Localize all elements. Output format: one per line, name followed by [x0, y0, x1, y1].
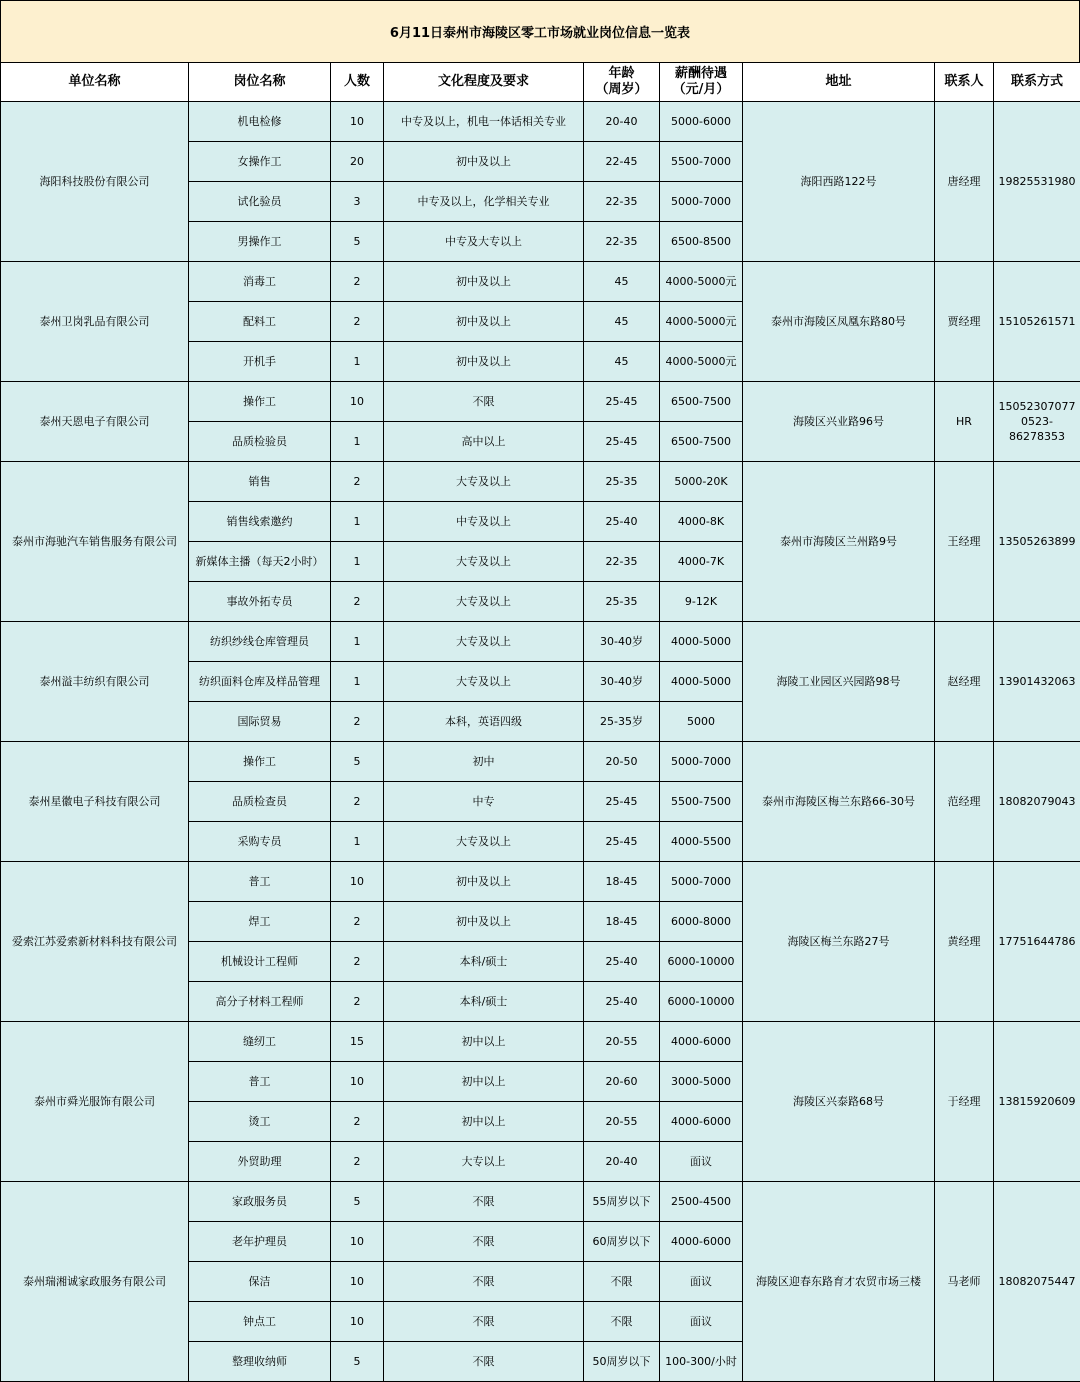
phone-cell: 19825531980	[994, 102, 1080, 262]
age-cell: 25-45	[584, 822, 660, 862]
contact-cell: 唐经理	[935, 102, 994, 262]
company-name-cell: 泰州瑞湘诚家政服务有限公司	[1, 1182, 189, 1382]
position-cell: 普工	[189, 1062, 331, 1102]
salary-cell: 4000-5500	[660, 822, 743, 862]
education-cell: 初中	[384, 742, 584, 782]
header-contact: 联系人	[935, 63, 994, 102]
position-cell: 焊工	[189, 902, 331, 942]
contact-cell: 于经理	[935, 1022, 994, 1182]
age-cell: 20-50	[584, 742, 660, 782]
address-cell: 泰州市海陵区梅兰东路66-30号	[743, 742, 935, 862]
company-name-cell: 爱索江苏爱索新材料科技有限公司	[1, 862, 189, 1022]
age-cell: 55周岁以下	[584, 1182, 660, 1222]
position-cell: 纺织纱线仓库管理员	[189, 622, 331, 662]
count-cell: 10	[331, 1302, 384, 1342]
table-row	[1, 382, 1080, 422]
salary-cell: 4000-8K	[660, 502, 743, 542]
education-cell: 大专及以上	[384, 462, 584, 502]
position-cell: 纺织面料仓库及样品管理	[189, 662, 331, 702]
address-cell: 海阳西路122号	[743, 102, 935, 262]
age-cell: 25-40	[584, 502, 660, 542]
position-cell: 国际贸易	[189, 702, 331, 742]
count-cell: 5	[331, 1342, 384, 1382]
education-cell: 中专及以上	[384, 502, 584, 542]
count-cell: 3	[331, 182, 384, 222]
age-cell: 25-35岁	[584, 702, 660, 742]
education-cell: 初中及以上	[384, 302, 584, 342]
count-cell: 1	[331, 662, 384, 702]
position-cell: 销售	[189, 462, 331, 502]
education-cell: 不限	[384, 1222, 584, 1262]
salary-cell: 5000	[660, 702, 743, 742]
header-age: 年龄 （周岁）	[584, 63, 660, 102]
header-company: 单位名称	[1, 63, 189, 102]
salary-cell: 9-12K	[660, 582, 743, 622]
salary-cell: 6500-7500	[660, 382, 743, 422]
salary-cell: 面议	[660, 1262, 743, 1302]
salary-cell: 4000-5000	[660, 662, 743, 702]
position-cell: 机电检修	[189, 102, 331, 142]
count-cell: 2	[331, 1142, 384, 1182]
position-cell: 家政服务员	[189, 1182, 331, 1222]
count-cell: 10	[331, 102, 384, 142]
count-cell: 1	[331, 342, 384, 382]
salary-cell: 6000-8000	[660, 902, 743, 942]
company-name-cell: 泰州市舜光服饰有限公司	[1, 1022, 189, 1182]
position-cell: 烫工	[189, 1102, 331, 1142]
company-name-cell: 泰州卫岗乳品有限公司	[1, 262, 189, 382]
education-cell: 本科/硕士	[384, 982, 584, 1022]
job-table	[0, 62, 1080, 1382]
age-cell: 20-40	[584, 1142, 660, 1182]
age-cell: 25-35	[584, 462, 660, 502]
header-education: 文化程度及要求	[384, 63, 584, 102]
salary-cell: 4000-5000	[660, 622, 743, 662]
salary-cell: 2500-4500	[660, 1182, 743, 1222]
header-salary: 薪酬待遇 （元/月）	[660, 63, 743, 102]
education-cell: 不限	[384, 1182, 584, 1222]
education-cell: 本科/硕士	[384, 942, 584, 982]
header-position: 岗位名称	[189, 63, 331, 102]
salary-cell: 5000-7000	[660, 182, 743, 222]
position-cell: 老年护理员	[189, 1222, 331, 1262]
age-cell: 18-45	[584, 902, 660, 942]
count-cell: 2	[331, 462, 384, 502]
count-cell: 2	[331, 782, 384, 822]
position-cell: 保洁	[189, 1262, 331, 1302]
education-cell: 大专及以上	[384, 542, 584, 582]
contact-cell: 赵经理	[935, 622, 994, 742]
education-cell: 初中以上	[384, 1062, 584, 1102]
company-name-cell: 海阳科技股份有限公司	[1, 102, 189, 262]
position-cell: 操作工	[189, 742, 331, 782]
table-row	[1, 862, 1080, 902]
header-address: 地址	[743, 63, 935, 102]
salary-cell: 4000-5000元	[660, 262, 743, 302]
phone-cell: 13505263899	[994, 462, 1080, 622]
salary-cell: 3000-5000	[660, 1062, 743, 1102]
count-cell: 15	[331, 1022, 384, 1062]
education-cell: 大专及以上	[384, 662, 584, 702]
position-cell: 事故外拓专员	[189, 582, 331, 622]
age-cell: 22-45	[584, 142, 660, 182]
age-cell: 45	[584, 262, 660, 302]
contact-cell: 黄经理	[935, 862, 994, 1022]
address-cell: 海陵区兴业路96号	[743, 382, 935, 462]
address-cell: 海陵工业园区兴园路98号	[743, 622, 935, 742]
salary-cell: 4000-6000	[660, 1222, 743, 1262]
address-cell: 泰州市海陵区凤凰东路80号	[743, 262, 935, 382]
count-cell: 2	[331, 702, 384, 742]
count-cell: 20	[331, 142, 384, 182]
company-name-cell: 泰州市海驰汽车销售服务有限公司	[1, 462, 189, 622]
company-name-cell: 泰州天恩电子有限公司	[1, 382, 189, 462]
position-cell: 钟点工	[189, 1302, 331, 1342]
education-cell: 初中以上	[384, 1102, 584, 1142]
education-cell: 不限	[384, 382, 584, 422]
age-cell: 25-35	[584, 582, 660, 622]
education-cell: 高中以上	[384, 422, 584, 462]
address-cell: 海陵区兴泰路68号	[743, 1022, 935, 1182]
salary-cell: 面议	[660, 1142, 743, 1182]
phone-cell: 13901432063	[994, 622, 1080, 742]
header-phone: 联系方式	[994, 63, 1080, 102]
count-cell: 2	[331, 582, 384, 622]
position-cell: 机械设计工程师	[189, 942, 331, 982]
phone-cell: 15105261571	[994, 262, 1080, 382]
salary-cell: 5000-20K	[660, 462, 743, 502]
salary-cell: 4000-7K	[660, 542, 743, 582]
salary-cell: 6500-7500	[660, 422, 743, 462]
count-cell: 1	[331, 822, 384, 862]
education-cell: 中专	[384, 782, 584, 822]
salary-cell: 6000-10000	[660, 942, 743, 982]
education-cell: 不限	[384, 1302, 584, 1342]
position-cell: 消毒工	[189, 262, 331, 302]
salary-cell: 5500-7500	[660, 782, 743, 822]
count-cell: 1	[331, 422, 384, 462]
age-cell: 50周岁以下	[584, 1342, 660, 1382]
phone-cell: 18082079043	[994, 742, 1080, 862]
position-cell: 高分子材料工程师	[189, 982, 331, 1022]
count-cell: 5	[331, 222, 384, 262]
education-cell: 大专以上	[384, 1142, 584, 1182]
education-cell: 本科，英语四级	[384, 702, 584, 742]
education-cell: 中专及以上，化学相关专业	[384, 182, 584, 222]
age-cell: 20-60	[584, 1062, 660, 1102]
position-cell: 新媒体主播（每天2小时）	[189, 542, 331, 582]
position-cell: 缝纫工	[189, 1022, 331, 1062]
age-cell: 22-35	[584, 182, 660, 222]
age-cell: 25-45	[584, 382, 660, 422]
education-cell: 大专及以上	[384, 622, 584, 662]
age-cell: 22-35	[584, 222, 660, 262]
table-row	[1, 102, 1080, 142]
count-cell: 2	[331, 1102, 384, 1142]
table-row	[1, 1022, 1080, 1062]
salary-cell: 4000-6000	[660, 1102, 743, 1142]
position-cell: 女操作工	[189, 142, 331, 182]
age-cell: 30-40岁	[584, 662, 660, 702]
table-row	[1, 622, 1080, 662]
phone-cell: 13815920609	[994, 1022, 1080, 1182]
education-cell: 初中及以上	[384, 862, 584, 902]
age-cell: 22-35	[584, 542, 660, 582]
position-cell: 男操作工	[189, 222, 331, 262]
table-row	[1, 1182, 1080, 1222]
salary-cell: 5000-7000	[660, 742, 743, 782]
position-cell: 采购专员	[189, 822, 331, 862]
position-cell: 试化验员	[189, 182, 331, 222]
age-cell: 不限	[584, 1262, 660, 1302]
address-cell: 泰州市海陵区兰州路9号	[743, 462, 935, 622]
table-row	[1, 742, 1080, 782]
position-cell: 品质检查员	[189, 782, 331, 822]
salary-cell: 4000-6000	[660, 1022, 743, 1062]
salary-cell: 4000-5000元	[660, 342, 743, 382]
count-cell: 2	[331, 902, 384, 942]
education-cell: 初中以上	[384, 1022, 584, 1062]
count-cell: 5	[331, 742, 384, 782]
contact-cell: 范经理	[935, 742, 994, 862]
age-cell: 20-40	[584, 102, 660, 142]
position-cell: 操作工	[189, 382, 331, 422]
age-cell: 18-45	[584, 862, 660, 902]
position-cell: 配料工	[189, 302, 331, 342]
position-cell: 品质检验员	[189, 422, 331, 462]
count-cell: 2	[331, 262, 384, 302]
salary-cell: 面议	[660, 1302, 743, 1342]
company-name-cell: 泰州星徽电子科技有限公司	[1, 742, 189, 862]
contact-cell: HR	[935, 382, 994, 462]
salary-cell: 5000-6000	[660, 102, 743, 142]
count-cell: 1	[331, 542, 384, 582]
age-cell: 25-45	[584, 782, 660, 822]
age-cell: 25-45	[584, 422, 660, 462]
education-cell: 中专及大专以上	[384, 222, 584, 262]
position-cell: 普工	[189, 862, 331, 902]
education-cell: 中专及以上，机电一体话相关专业	[384, 102, 584, 142]
age-cell: 20-55	[584, 1022, 660, 1062]
address-cell: 海陵区梅兰东路27号	[743, 862, 935, 1022]
age-cell: 20-55	[584, 1102, 660, 1142]
salary-cell: 5500-7000	[660, 142, 743, 182]
count-cell: 2	[331, 982, 384, 1022]
age-cell: 45	[584, 342, 660, 382]
page-title: 6月11日泰州市海陵区零工市场就业岗位信息一览表	[0, 0, 1080, 63]
education-cell: 不限	[384, 1262, 584, 1302]
phone-cell: 17751644786	[994, 862, 1080, 1022]
education-cell: 初中及以上	[384, 262, 584, 302]
job-table-body	[1, 102, 1080, 1382]
education-cell: 初中及以上	[384, 142, 584, 182]
age-cell: 25-40	[584, 982, 660, 1022]
position-cell: 整理收纳师	[189, 1342, 331, 1382]
address-cell: 海陵区迎春东路育才农贸市场三楼	[743, 1182, 935, 1382]
count-cell: 10	[331, 382, 384, 422]
education-cell: 初中及以上	[384, 342, 584, 382]
count-cell: 1	[331, 622, 384, 662]
salary-cell: 6000-10000	[660, 982, 743, 1022]
header-row	[1, 63, 1080, 102]
education-cell: 初中及以上	[384, 902, 584, 942]
contact-cell: 王经理	[935, 462, 994, 622]
count-cell: 2	[331, 302, 384, 342]
education-cell: 大专及以上	[384, 822, 584, 862]
age-cell: 30-40岁	[584, 622, 660, 662]
table-row	[1, 262, 1080, 302]
position-cell: 外贸助理	[189, 1142, 331, 1182]
count-cell: 1	[331, 502, 384, 542]
contact-cell: 贾经理	[935, 262, 994, 382]
age-cell: 不限	[584, 1302, 660, 1342]
salary-cell: 4000-5000元	[660, 302, 743, 342]
count-cell: 5	[331, 1182, 384, 1222]
count-cell: 2	[331, 942, 384, 982]
count-cell: 10	[331, 1222, 384, 1262]
phone-cell: 18082075447	[994, 1182, 1080, 1382]
salary-cell: 5000-7000	[660, 862, 743, 902]
education-cell: 大专及以上	[384, 582, 584, 622]
count-cell: 10	[331, 1062, 384, 1102]
phone-cell: 15052307077 0523-86278353	[994, 382, 1080, 462]
salary-cell: 6500-8500	[660, 222, 743, 262]
position-cell: 开机手	[189, 342, 331, 382]
position-cell: 销售线索邀约	[189, 502, 331, 542]
age-cell: 25-40	[584, 942, 660, 982]
count-cell: 10	[331, 862, 384, 902]
company-name-cell: 泰州溢丰纺织有限公司	[1, 622, 189, 742]
age-cell: 45	[584, 302, 660, 342]
age-cell: 60周岁以下	[584, 1222, 660, 1262]
salary-cell: 100-300/小时	[660, 1342, 743, 1382]
table-row	[1, 462, 1080, 502]
count-cell: 10	[331, 1262, 384, 1302]
contact-cell: 马老师	[935, 1182, 994, 1382]
education-cell: 不限	[384, 1342, 584, 1382]
header-count: 人数	[331, 63, 384, 102]
